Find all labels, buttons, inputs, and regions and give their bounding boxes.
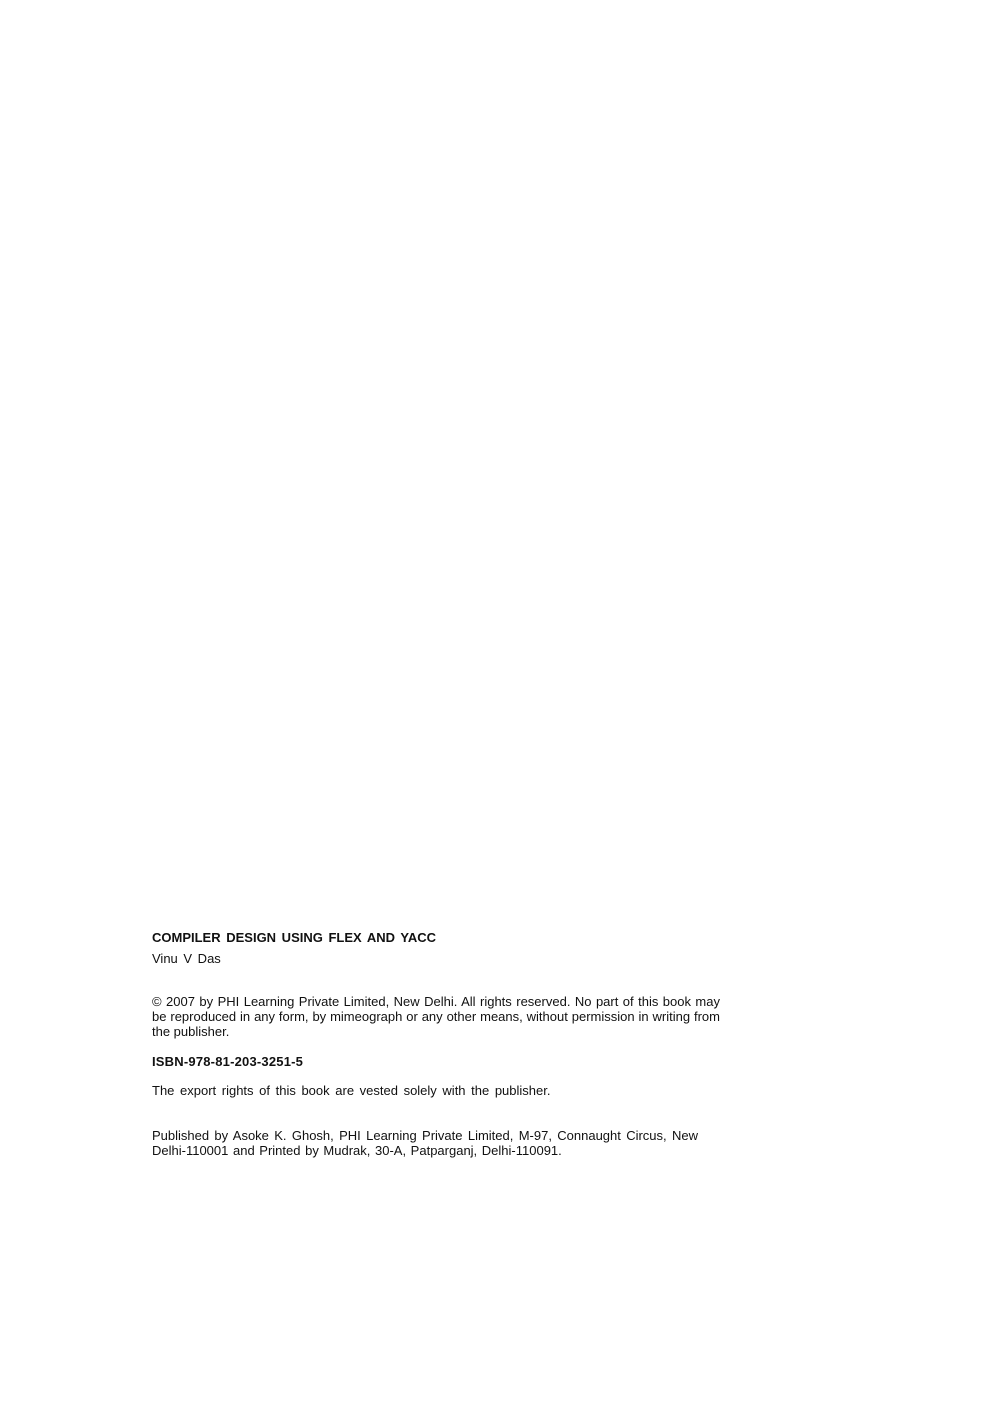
isbn: ISBN-978-81-203-3251-5 [152, 1054, 304, 1069]
publisher-imprint: Published by Asoke K. Ghosh, PHI Learning Private Limited, M-97, Connaught Circus, New Delhi-110001 and Printed by Mudrak, 30-A, Patparganj, Delhi-110091. [152, 1128, 698, 1158]
book-title: COMPILER DESIGN USING FLEX AND YACC [152, 930, 436, 945]
export-rights-statement: The export rights of this book are vested solely with the publisher. [152, 1083, 551, 1098]
book-author: Vinu V Das [152, 951, 221, 966]
copyright-notice: © 2007 by PHI Learning Private Limited, New Delhi. All rights reserved. No part of this book may be reproduced in any form, by mimeograph or any other means, without permission in writing from the publisher. [152, 994, 720, 1039]
